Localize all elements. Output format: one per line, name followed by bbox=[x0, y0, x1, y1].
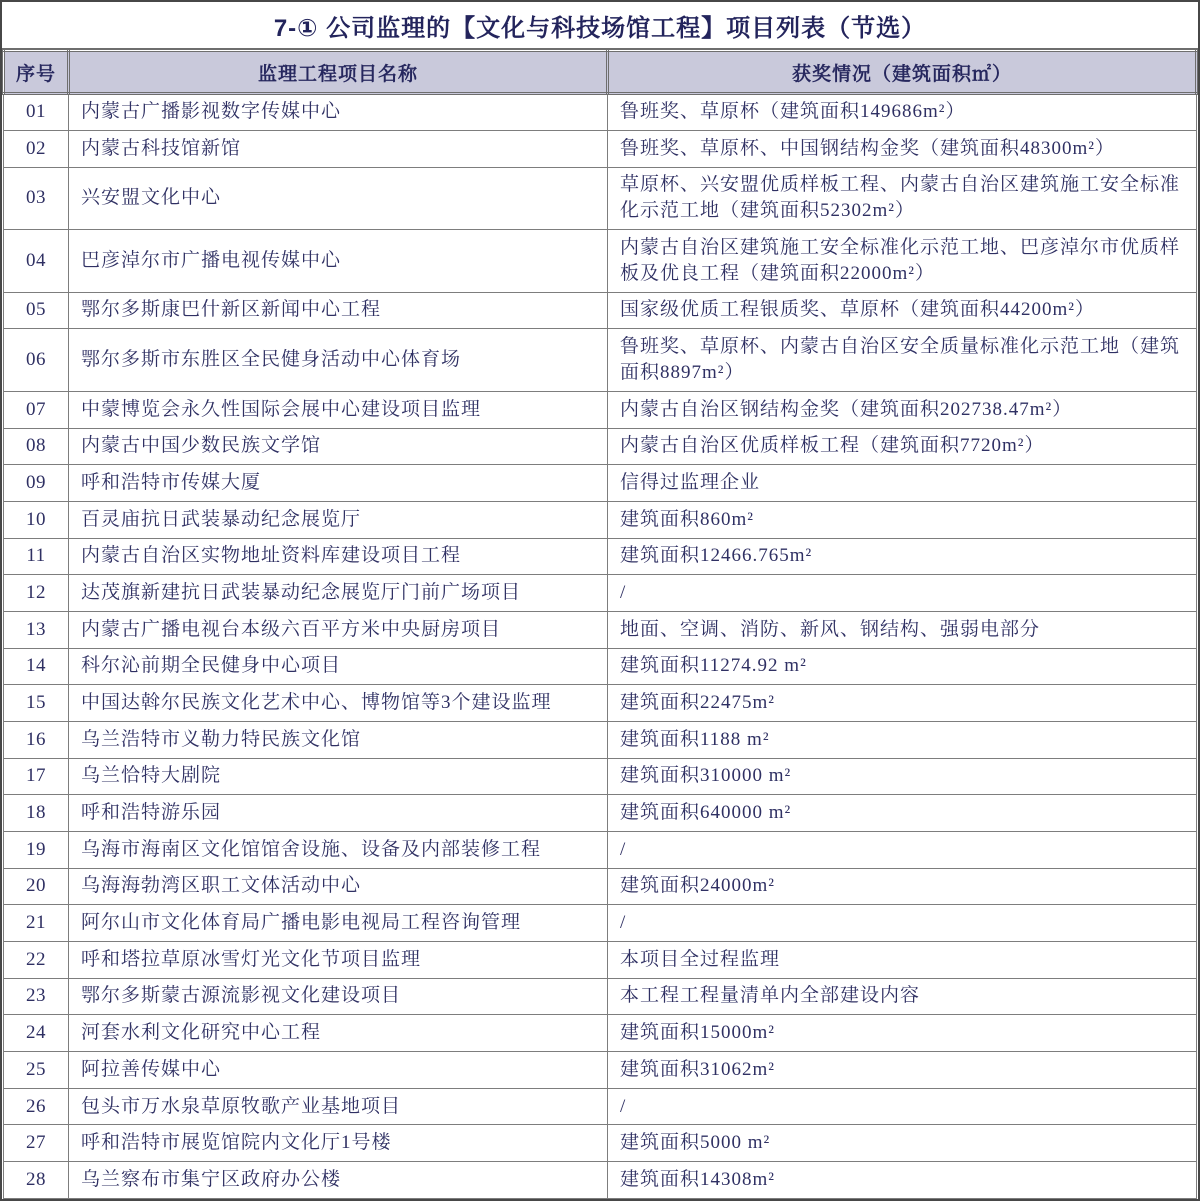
table-row bbox=[4, 1015, 1197, 1052]
table-row bbox=[4, 502, 1197, 539]
project-name-cell: 包头市万水泉草原牧歌产业基地项目 bbox=[69, 1088, 608, 1125]
table-row bbox=[4, 868, 1197, 905]
table-row bbox=[4, 465, 1197, 502]
project-name-cell: 乌兰浩特市义勒力特民族文化馆 bbox=[69, 722, 608, 759]
project-name-cell: 呼和浩特市展览馆院内文化厅1号楼 bbox=[69, 1125, 608, 1162]
table-row bbox=[4, 1088, 1197, 1125]
award-status-cell: 建筑面积5000 m² bbox=[608, 1125, 1197, 1162]
header-row bbox=[4, 51, 1197, 94]
award-status-cell: 内蒙古自治区钢结构金奖（建筑面积202738.47m²） bbox=[608, 392, 1197, 429]
row-number-cell: 24 bbox=[4, 1015, 69, 1052]
project-name-cell: 乌海海勃湾区职工文体活动中心 bbox=[69, 868, 608, 905]
award-status-cell: 国家级优质工程银质奖、草原杯（建筑面积44200m²） bbox=[608, 292, 1197, 329]
table-row bbox=[4, 230, 1197, 293]
table-row bbox=[4, 685, 1197, 722]
row-number-cell: 17 bbox=[4, 758, 69, 795]
table-row bbox=[4, 795, 1197, 832]
table-row bbox=[4, 538, 1197, 575]
project-name-cell: 呼和浩特游乐园 bbox=[69, 795, 608, 832]
project-name-cell: 阿尔山市文化体育局广播电影电视局工程咨询管理 bbox=[69, 905, 608, 942]
table-row bbox=[4, 575, 1197, 612]
row-number-cell: 11 bbox=[4, 538, 69, 575]
row-number-cell: 08 bbox=[4, 428, 69, 465]
table-row bbox=[4, 329, 1197, 392]
project-name-cell: 内蒙古科技馆新馆 bbox=[69, 130, 608, 167]
award-status-cell: 本工程工程量清单内全部建设内容 bbox=[608, 978, 1197, 1015]
table-row bbox=[4, 292, 1197, 329]
table-row bbox=[4, 167, 1197, 230]
table-row bbox=[4, 758, 1197, 795]
award-status-cell: 信得过监理企业 bbox=[608, 465, 1197, 502]
row-number-cell: 06 bbox=[4, 329, 69, 392]
row-number-cell: 28 bbox=[4, 1162, 69, 1199]
table-title: 7-① 公司监理的【文化与科技场馆工程】项目列表（节选） bbox=[2, 2, 1198, 49]
project-name-cell: 内蒙古中国少数民族文学馆 bbox=[69, 428, 608, 465]
table-row bbox=[4, 648, 1197, 685]
row-number-cell: 20 bbox=[4, 868, 69, 905]
row-number-cell: 21 bbox=[4, 905, 69, 942]
project-name-cell: 呼和浩特市传媒大厦 bbox=[69, 465, 608, 502]
project-name-cell: 乌兰恰特大剧院 bbox=[69, 758, 608, 795]
table-row bbox=[4, 978, 1197, 1015]
project-name-cell: 达茂旗新建抗日武装暴动纪念展览厅门前广场项目 bbox=[69, 575, 608, 612]
project-name-cell: 阿拉善传媒中心 bbox=[69, 1052, 608, 1089]
project-name-cell: 乌兰察布市集宁区政府办公楼 bbox=[69, 1162, 608, 1199]
award-status-cell: 内蒙古自治区优质样板工程（建筑面积7720m²） bbox=[608, 428, 1197, 465]
row-number-cell: 27 bbox=[4, 1125, 69, 1162]
project-name-cell: 兴安盟文化中心 bbox=[69, 167, 608, 230]
row-number-cell: 15 bbox=[4, 685, 69, 722]
award-status-cell: 建筑面积15000m² bbox=[608, 1015, 1197, 1052]
row-number-cell: 09 bbox=[4, 465, 69, 502]
row-number-cell: 02 bbox=[4, 130, 69, 167]
award-status-cell: 内蒙古自治区建筑施工安全标准化示范工地、巴彦淖尔市优质样板及优良工程（建筑面积22000m²） bbox=[608, 230, 1197, 293]
project-name-cell: 河套水利文化研究中心工程 bbox=[69, 1015, 608, 1052]
row-number-cell: 07 bbox=[4, 392, 69, 429]
award-status-cell: 建筑面积14308m² bbox=[608, 1162, 1197, 1199]
row-number-cell: 19 bbox=[4, 832, 69, 869]
award-status-cell: 建筑面积12466.765m² bbox=[608, 538, 1197, 575]
table-row bbox=[4, 722, 1197, 759]
project-name-cell: 百灵庙抗日武装暴动纪念展览厅 bbox=[69, 502, 608, 539]
award-status-cell: / bbox=[608, 1088, 1197, 1125]
row-number-cell: 26 bbox=[4, 1088, 69, 1125]
col-header-serial-number: 序号 bbox=[4, 51, 69, 94]
col-header-award-status: 获奖情况（建筑面积㎡） bbox=[608, 51, 1197, 94]
award-status-cell: 建筑面积860m² bbox=[608, 502, 1197, 539]
table-row bbox=[4, 428, 1197, 465]
table-body bbox=[4, 94, 1197, 1199]
award-status-cell: 建筑面积24000m² bbox=[608, 868, 1197, 905]
row-number-cell: 14 bbox=[4, 648, 69, 685]
row-number-cell: 25 bbox=[4, 1052, 69, 1089]
project-name-cell: 内蒙古自治区实物地址资料库建设项目工程 bbox=[69, 538, 608, 575]
col-header-project-name: 监理工程项目名称 bbox=[69, 51, 608, 94]
project-name-cell: 科尔沁前期全民健身中心项目 bbox=[69, 648, 608, 685]
table-header bbox=[4, 51, 1197, 94]
award-status-cell: / bbox=[608, 832, 1197, 869]
table-row bbox=[4, 1162, 1197, 1199]
project-name-cell: 乌海市海南区文化馆馆舍设施、设备及内部装修工程 bbox=[69, 832, 608, 869]
award-status-cell: 建筑面积1188 m² bbox=[608, 722, 1197, 759]
award-status-cell: 建筑面积640000 m² bbox=[608, 795, 1197, 832]
project-name-cell: 内蒙古广播电视台本级六百平方米中央厨房项目 bbox=[69, 612, 608, 649]
row-number-cell: 22 bbox=[4, 942, 69, 979]
table-row bbox=[4, 392, 1197, 429]
award-status-cell: 鲁班奖、草原杯、内蒙古自治区安全质量标准化示范工地（建筑面积8897m²） bbox=[608, 329, 1197, 392]
project-name-cell: 鄂尔多斯康巴什新区新闻中心工程 bbox=[69, 292, 608, 329]
table-row bbox=[4, 612, 1197, 649]
row-number-cell: 23 bbox=[4, 978, 69, 1015]
row-number-cell: 13 bbox=[4, 612, 69, 649]
project-name-cell: 中国达斡尔民族文化艺术中心、博物馆等3个建设监理 bbox=[69, 685, 608, 722]
table-row bbox=[4, 905, 1197, 942]
table-row bbox=[4, 832, 1197, 869]
award-status-cell: 草原杯、兴安盟优质样板工程、内蒙古自治区建筑施工安全标准化示范工地（建筑面积52302m²） bbox=[608, 167, 1197, 230]
project-name-cell: 鄂尔多斯蒙古源流影视文化建设项目 bbox=[69, 978, 608, 1015]
row-number-cell: 10 bbox=[4, 502, 69, 539]
row-number-cell: 04 bbox=[4, 230, 69, 293]
project-name-cell: 中蒙博览会永久性国际会展中心建设项目监理 bbox=[69, 392, 608, 429]
project-name-cell: 鄂尔多斯市东胜区全民健身活动中心体育场 bbox=[69, 329, 608, 392]
table-row bbox=[4, 1125, 1197, 1162]
project-list-table bbox=[2, 49, 1198, 1199]
award-status-cell: 建筑面积31062m² bbox=[608, 1052, 1197, 1089]
project-name-cell: 内蒙古广播影视数字传媒中心 bbox=[69, 94, 608, 131]
row-number-cell: 03 bbox=[4, 167, 69, 230]
award-status-cell: / bbox=[608, 905, 1197, 942]
award-status-cell: 本项目全过程监理 bbox=[608, 942, 1197, 979]
row-number-cell: 18 bbox=[4, 795, 69, 832]
table-row bbox=[4, 94, 1197, 131]
project-name-cell: 呼和塔拉草原冰雪灯光文化节项目监理 bbox=[69, 942, 608, 979]
row-number-cell: 05 bbox=[4, 292, 69, 329]
table-row bbox=[4, 942, 1197, 979]
award-status-cell: 地面、空调、消防、新风、钢结构、强弱电部分 bbox=[608, 612, 1197, 649]
award-status-cell: 建筑面积22475m² bbox=[608, 685, 1197, 722]
table-row bbox=[4, 130, 1197, 167]
award-status-cell: 建筑面积11274.92 m² bbox=[608, 648, 1197, 685]
award-status-cell: 建筑面积310000 m² bbox=[608, 758, 1197, 795]
award-status-cell: 鲁班奖、草原杯、中国钢结构金奖（建筑面积48300m²） bbox=[608, 130, 1197, 167]
row-number-cell: 16 bbox=[4, 722, 69, 759]
row-number-cell: 01 bbox=[4, 94, 69, 131]
project-name-cell: 巴彦淖尔市广播电视传媒中心 bbox=[69, 230, 608, 293]
award-status-cell: / bbox=[608, 575, 1197, 612]
row-number-cell: 12 bbox=[4, 575, 69, 612]
award-status-cell: 鲁班奖、草原杯（建筑面积149686m²） bbox=[608, 94, 1197, 131]
table-row bbox=[4, 1052, 1197, 1089]
